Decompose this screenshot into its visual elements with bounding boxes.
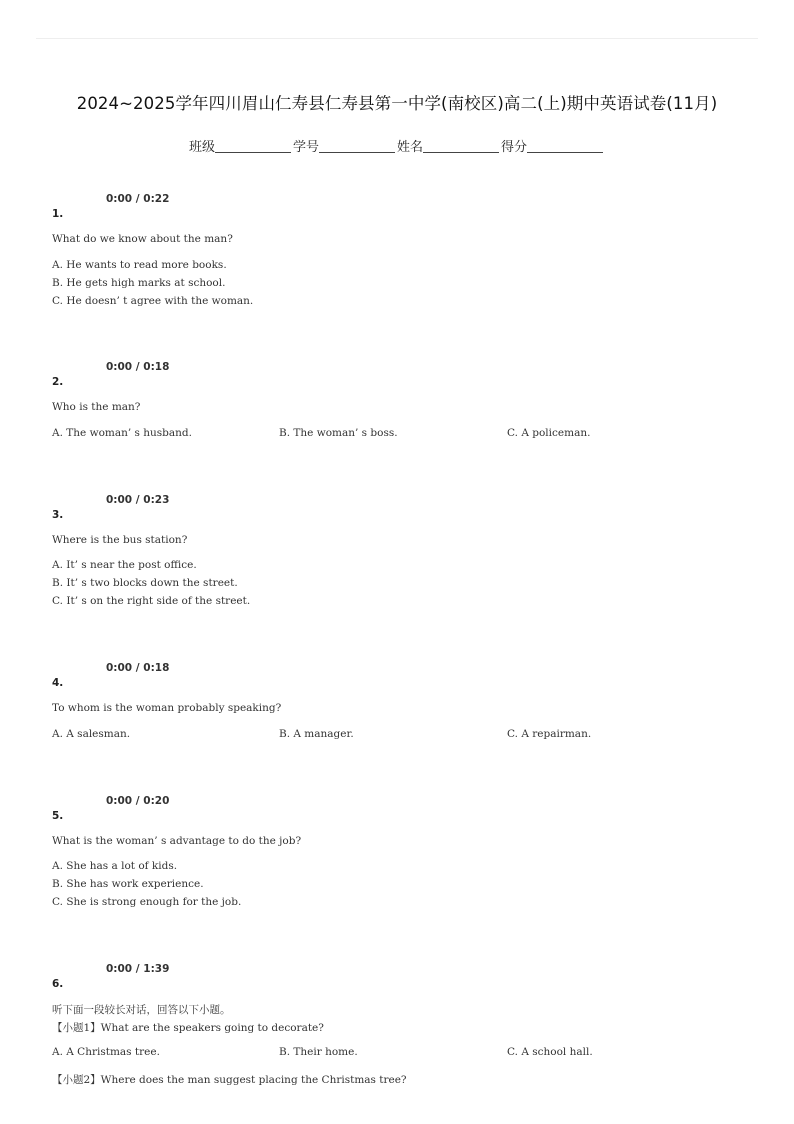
audio-player-time[interactable]: 0:00 / 0:18: [106, 662, 170, 674]
option-b[interactable]: B. It’ s two blocks down the street.: [52, 577, 238, 589]
option-a[interactable]: A. A Christmas tree.: [52, 1046, 160, 1058]
name-field[interactable]: [397, 136, 501, 155]
audio-player-time[interactable]: 0:00 / 0:18: [106, 361, 170, 373]
question-number: 3.: [52, 509, 64, 521]
option-c[interactable]: C. A school hall.: [507, 1046, 593, 1058]
question-number: 4.: [52, 677, 64, 689]
option-b[interactable]: B. The woman’ s boss.: [279, 427, 398, 439]
option-a[interactable]: A. He wants to read more books.: [52, 259, 227, 271]
question-instructions: 听下面一段较长对话，回答以下小题。: [52, 1004, 231, 1016]
option-c[interactable]: C. A repairman.: [507, 728, 592, 740]
option-a[interactable]: A. A salesman.: [52, 728, 131, 740]
question-number: 2.: [52, 376, 64, 388]
name-label: 姓名: [397, 140, 424, 155]
score-blank[interactable]: [527, 139, 603, 153]
option-a[interactable]: A. She has a lot of kids.: [52, 860, 178, 872]
sub-question-2: 【小题2】Where does the man suggest placing the Christmas tree?: [52, 1074, 407, 1086]
student-number-blank[interactable]: [319, 139, 395, 153]
class-blank[interactable]: [215, 139, 291, 153]
student-number-label: 学号: [292, 140, 319, 155]
class-field[interactable]: [189, 136, 293, 155]
audio-player-time[interactable]: 0:00 / 1:39: [106, 963, 170, 975]
option-b[interactable]: B. A manager.: [279, 728, 354, 740]
audio-player-time[interactable]: 0:00 / 0:20: [106, 795, 170, 807]
question-stem: To whom is the woman probably speaking?: [52, 702, 282, 714]
student-info-line: [0, 136, 794, 155]
question-number: 6.: [52, 978, 64, 990]
question-stem: What is the woman’ s advantage to do the job?: [52, 835, 302, 847]
option-c[interactable]: C. She is strong enough for the job.: [52, 896, 242, 908]
class-label: 班级: [188, 140, 215, 155]
audio-player-time[interactable]: 0:00 / 0:23: [106, 494, 170, 506]
score-label: 得分: [501, 140, 528, 155]
option-a[interactable]: A. It’ s near the post office.: [52, 559, 197, 571]
question-number: 1.: [52, 208, 64, 220]
score-field[interactable]: [501, 136, 605, 155]
name-blank[interactable]: [423, 139, 499, 153]
top-divider: [36, 38, 758, 39]
option-c[interactable]: C. He doesn’ t agree with the woman.: [52, 295, 254, 307]
question-number: 5.: [52, 810, 64, 822]
option-c[interactable]: C. It’ s on the right side of the street.: [52, 595, 251, 607]
question-stem: What do we know about the man?: [52, 233, 233, 245]
question-stem: Who is the man?: [52, 401, 141, 413]
option-c[interactable]: C. A policeman.: [507, 427, 591, 439]
student-number-field[interactable]: [293, 136, 397, 155]
audio-player-time[interactable]: 0:00 / 0:22: [106, 193, 170, 205]
option-a[interactable]: A. The woman’ s husband.: [52, 427, 192, 439]
sub-question-1: 【小题1】What are the speakers going to decorate?: [52, 1022, 324, 1034]
exam-title: 2024~2025学年四川眉山仁寿县仁寿县第一中学(南校区)高二(上)期中英语试卷(11月): [76, 94, 718, 113]
question-stem: Where is the bus station?: [52, 534, 188, 546]
option-b[interactable]: B. He gets high marks at school.: [52, 277, 226, 289]
option-b[interactable]: B. She has work experience.: [52, 878, 204, 890]
option-b[interactable]: B. Their home.: [279, 1046, 358, 1058]
